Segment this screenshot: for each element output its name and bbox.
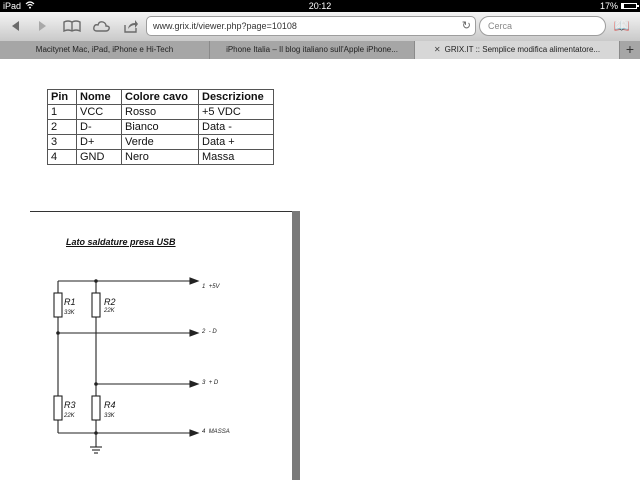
tab-grix[interactable] — [415, 41, 620, 59]
table-header-cell: Pin — [48, 90, 77, 105]
reload-icon[interactable]: ↻ — [461, 20, 471, 32]
address-bar[interactable] — [146, 16, 476, 36]
table-header-row — [48, 90, 274, 105]
cloud-icon — [93, 20, 111, 32]
page-content — [0, 59, 640, 480]
table-cell: D+ — [77, 135, 122, 150]
tab-label: Macitynet Mac, iPad, iPhone e Hi-Tech — [35, 45, 174, 54]
r1-value: 33K — [64, 310, 75, 316]
icloud-tabs-button[interactable] — [90, 15, 114, 37]
r3-value: 22K — [64, 413, 75, 419]
table-cell: 4 — [48, 150, 77, 165]
battery-icon — [621, 3, 637, 9]
r2-label: R2 — [104, 297, 116, 307]
usb-schematic-image — [30, 211, 300, 480]
forward-arrow-icon — [36, 20, 48, 32]
status-bar — [0, 0, 640, 12]
share-icon — [123, 19, 139, 33]
add-bookmark-button[interactable] — [611, 15, 633, 37]
clock: 20:12 — [308, 1, 332, 11]
pin-1-label: 1 +5V — [202, 284, 220, 290]
table-header-cell: Nome — [77, 90, 122, 105]
table-cell: 2 — [48, 120, 77, 135]
tab-label: GRIX.IT :: Semplice modifica alimentatore... — [444, 45, 601, 54]
book-icon — [63, 20, 81, 32]
table-cell: 1 — [48, 105, 77, 120]
table-cell: +5 VDC — [199, 105, 274, 120]
table-cell: Nero — [122, 150, 199, 165]
r1-label: R1 — [64, 297, 76, 307]
table-cell: Bianco — [122, 120, 199, 135]
table-header-cell: Descrizione — [199, 90, 274, 105]
table-cell: VCC — [77, 105, 122, 120]
new-tab-button[interactable]: + — [625, 41, 635, 57]
schematic-title: Lato saldature presa USB — [66, 237, 176, 247]
table-row — [48, 105, 274, 120]
table-cell: Rosso — [122, 105, 199, 120]
close-icon[interactable]: ✕ — [433, 45, 441, 54]
table-cell: 3 — [48, 135, 77, 150]
r2-value: 22K — [104, 308, 115, 314]
usb-pinout-table — [47, 89, 274, 165]
pin-2-label: 2 - D — [202, 329, 217, 335]
table-cell: Data - — [199, 120, 274, 135]
r4-value: 33K — [104, 413, 115, 419]
back-button[interactable] — [6, 15, 26, 37]
table-cell: Massa — [199, 150, 274, 165]
table-cell: Verde — [122, 135, 199, 150]
tab-bar — [0, 41, 640, 60]
table-header-cell: Colore cavo — [122, 90, 199, 105]
forward-button[interactable] — [32, 15, 52, 37]
back-arrow-icon — [10, 20, 22, 32]
table-cell: GND — [77, 150, 122, 165]
r3-label: R3 — [64, 400, 76, 410]
r4-label: R4 — [104, 400, 116, 410]
pin-3-label: 3 + D — [202, 380, 219, 386]
pin-4-label: 4 MASSA — [202, 429, 230, 435]
search-placeholder: Cerca — [488, 21, 513, 31]
search-field[interactable] — [479, 16, 606, 36]
url-text: www.grix.it/viewer.php?page=10108 — [153, 21, 297, 31]
table-row — [48, 135, 274, 150]
book-icon: 📖 — [613, 18, 631, 33]
table-cell: D- — [77, 120, 122, 135]
device-name: iPad — [3, 1, 22, 11]
browser-toolbar — [0, 12, 640, 42]
tab-iphone-italia[interactable] — [210, 41, 415, 59]
bookmarks-button[interactable] — [60, 15, 84, 37]
tab-macitynet[interactable] — [0, 41, 210, 59]
schematic-drawing — [30, 211, 300, 480]
battery-percent: 17% — [599, 1, 618, 11]
table-row — [48, 150, 274, 165]
share-button[interactable] — [120, 15, 142, 37]
tab-label: iPhone Italia – Il blog italiano sull'Apple iPhone... — [226, 45, 398, 54]
table-cell: Data + — [199, 135, 274, 150]
table-row — [48, 120, 274, 135]
